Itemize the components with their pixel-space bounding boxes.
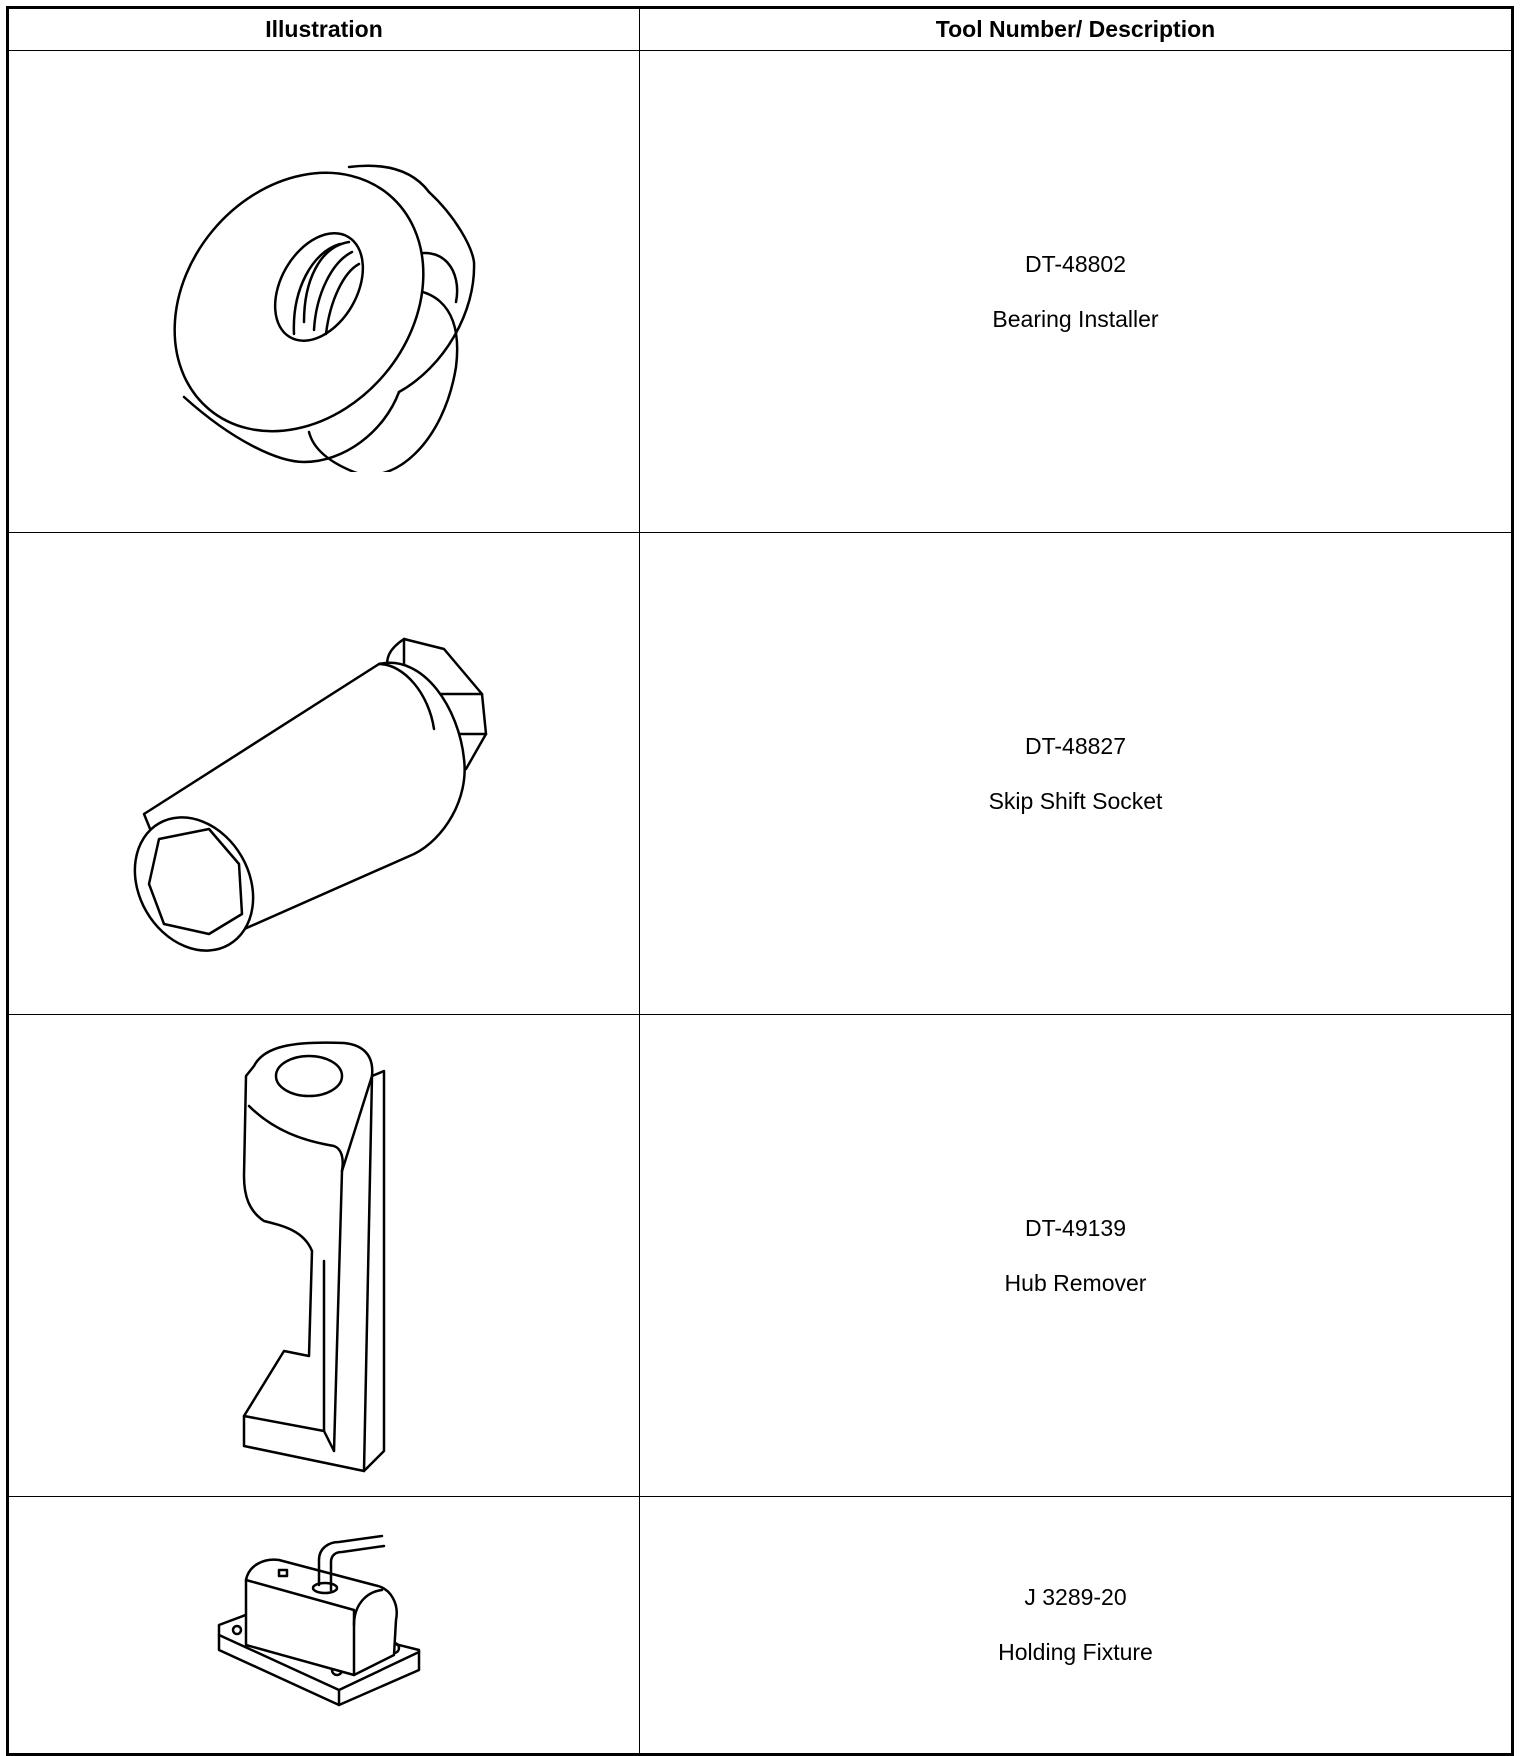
bearing-installer-icon [144, 112, 504, 472]
table-row [8, 533, 1513, 1015]
skip-shift-socket-icon [104, 584, 544, 964]
tool-name: Skip Shift Socket [988, 787, 1163, 814]
illustration-cell [8, 51, 640, 533]
tool-name: Hub Remover [1004, 1269, 1147, 1296]
tool-number: DT-49139 [1024, 1214, 1126, 1241]
description-cell [640, 1015, 1513, 1497]
illustration-cell [8, 533, 640, 1015]
tools-table [6, 6, 1514, 1756]
tool-name: Bearing Installer [992, 305, 1159, 332]
tool-number: DT-48802 [1024, 250, 1126, 277]
description-cell [640, 533, 1513, 1015]
tool-number: J 3289-20 [1024, 1584, 1127, 1610]
illustration-cell [8, 1497, 640, 1755]
header-row [8, 8, 1513, 51]
hub-remover-icon [224, 1031, 424, 1481]
description-cell [640, 1497, 1513, 1755]
description-cell [640, 51, 1513, 533]
holding-fixture-icon [204, 1530, 444, 1720]
illustration-header: Illustration [8, 8, 640, 51]
table-row [8, 1015, 1513, 1497]
tool-number: DT-48827 [1024, 732, 1126, 759]
illustration-cell [8, 1015, 640, 1497]
description-header: Tool Number/ Description [640, 8, 1513, 51]
table-row [8, 1497, 1513, 1755]
tool-name: Holding Fixture [998, 1639, 1153, 1665]
table-row [8, 51, 1513, 533]
